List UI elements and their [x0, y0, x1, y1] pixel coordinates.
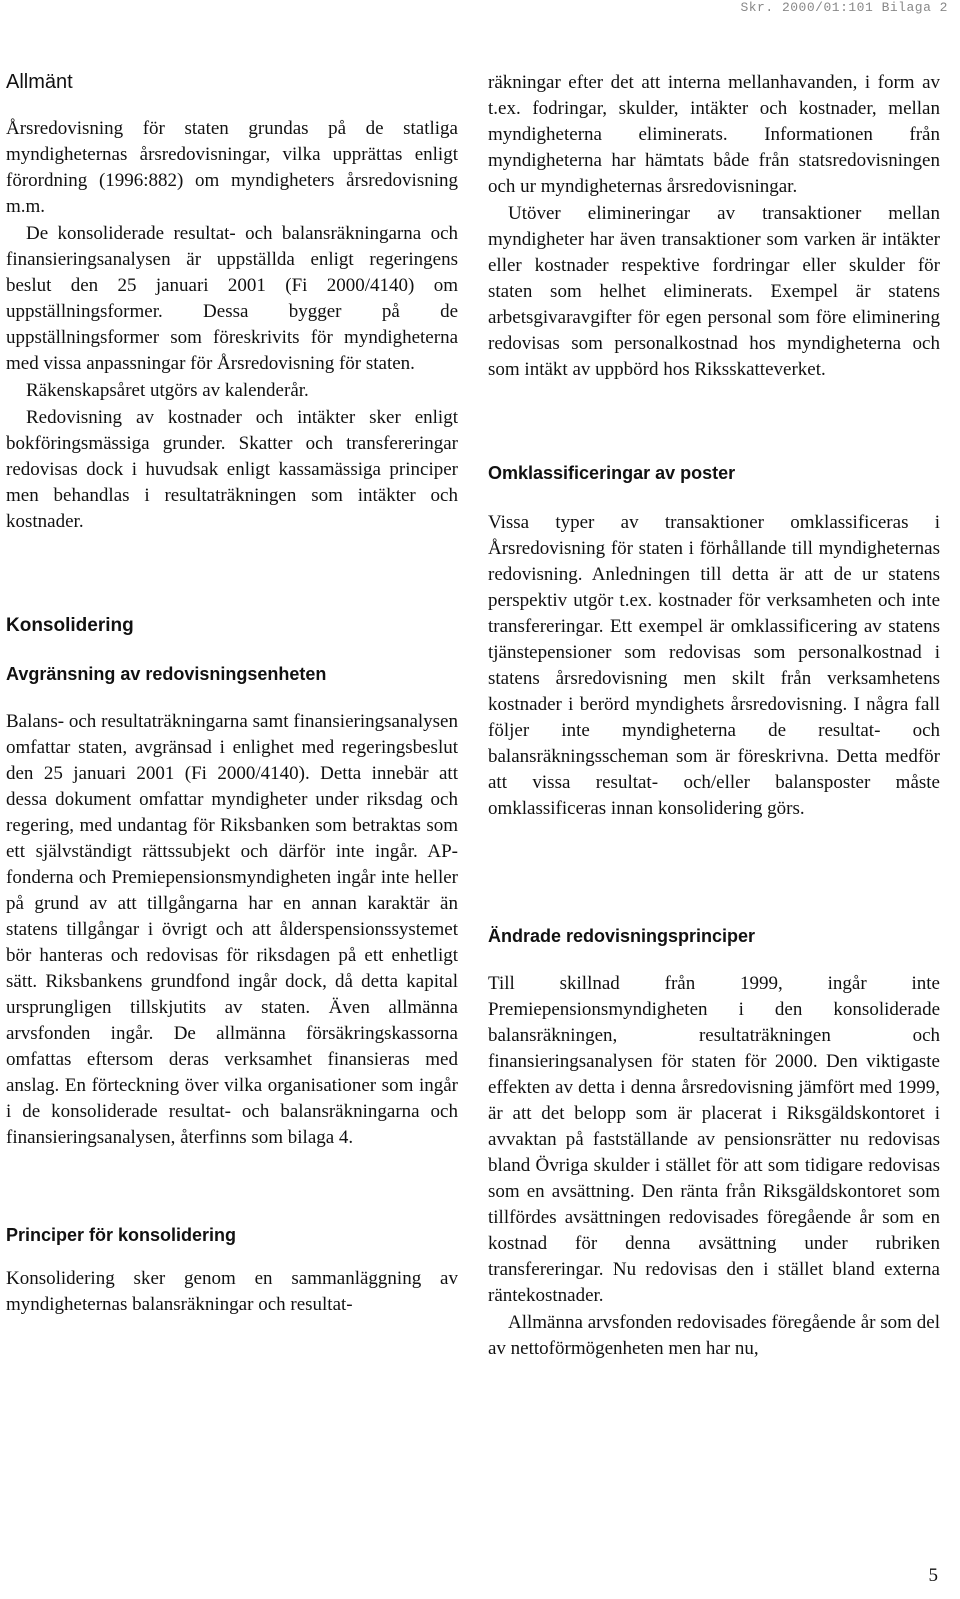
- paragraph: Utöver elimineringar av transaktioner mellan myndigheter har även transaktioner som varken är intäkter eller kostnader respektive fordringar eller skulder för staten som helhet eliminerats. Exempel är statens arbetsgivaravgifter för egen personal som före eliminering redovisas som personalkostnad hos myndigheterna och som intäkt av uppbörd hos Riksskatteverket.: [488, 203, 940, 380]
- left-column: [6, 68, 458, 1319]
- heading-andrade: Ändrade redovisningsprinciper: [488, 926, 756, 946]
- paragraph: De konsoliderade resultat- och balansräkningarna och finansieringsanalysen är uppställda enligt regeringens beslut den 25 januari 2001 (Fi 2000/4140) om uppställningsformer. Dessa bygger på de uppställningsformer som föreskrivits för myndigheterna med vissa anpassningar för Årsredovisning för staten.: [6, 223, 458, 374]
- paragraph: Räkenskapsåret utgörs av kalenderår.: [26, 380, 309, 401]
- paragraph: Allmänna arvsfonden redovisades föregående år som del av nettoförmögenheten men har nu,: [488, 1312, 940, 1359]
- paragraph: räkningar efter det att interna mellanhavanden, i form av t.ex. fodringar, skulder, intäkter och kostnader, mellan myndigheterna eliminerats. Informationen från myndigheterna har hämtats både från statsredovisningen och ur myndigheternas årsredovisningar.: [488, 72, 940, 197]
- heading-omklassificeringar: Omklassificeringar av poster: [488, 463, 736, 483]
- page-number: 5: [928, 1565, 938, 1586]
- running-header: Skr. 2000/01:101 Bilaga 2: [740, 0, 948, 15]
- paragraph: Till skillnad från 1999, ingår inte Premiepensionsmyndigheten i den konsoliderade balansräkningen, resultaträkningen och finansieringsanalysen för staten för 2000. Den viktigaste effekten av detta i denna årsredovisning jämfört med 1999, är att det belopp som är placerat i Riksgäldskontoret i avvaktan på fastställande av pensionsrätter nu redovisas bland Övriga skulder i stället för att som tidigare redovisas som en avsättning. Den ränta från Riksgäldskontoret som tillfördes avsättningen redovisades föregående år som en kostnad för denna avsättning under rubriken transfereringar. Nu redovisas den i stället bland externa räntekostnader.: [488, 973, 940, 1306]
- right-column: [488, 70, 940, 1363]
- heading-allmant: Allmänt: [6, 71, 73, 93]
- paragraph: Redovisning av kostnader och intäkter sker enligt bokföringsmässiga grunder. Skatter och transfereringar redovisas dock i huvudsak enligt kassamässiga principer men behandlas i resultaträkningen som intäkter och kostnader.: [6, 407, 458, 532]
- paragraph: Vissa typer av transaktioner omklassificeras i Årsredovisning för staten i förhållande till myndigheternas redovisning. Anledningen till detta är att de ur statens perspektiv utgör t.ex. kostnader för verksamheten och inte transfereringar. Ett exempel är omklassificering av statens tjänstepensioner som redovisas som personalkostnad i statens årsredovisning men skilt från verksamhetens kostnader i berörd myndighets årsredovisning. I några fall följer inte myndigheterna de resultat- och balansräkningsscheman som är föreskrivna. Detta medför att vissa resultat- och/eller balansposter måste omklassificeras innan konsolidering görs.: [488, 512, 940, 819]
- heading-konsolidering: Konsolidering: [6, 615, 134, 636]
- paragraph: Balans- och resultaträkningarna samt finansieringsanalysen omfattar staten, avgränsad i enlighet med regeringsbeslut den 25 januari 2001 (Fi 2000/4140). Detta innebär att dessa dokument omfattar myndigheter under riksdag och regering, med undantag för Riksbanken som betraktas som ett självständigt rättssubjekt och därför inte ingår. AP-fonderna och Premiepensionsmyndigheten ingår inte heller på grund av att tillgångarna har en annan karaktär än statens tillgångar i övrigt och att ålderspensionssystemet bör hanteras och redovisas för riksdagen på ett enhetligt sätt. Riksbankens grundfond ingår dock, då detta kapital ursprungligen tillskjutits av staten. Även allmänna arvsfonden ingår. De allmänna försäkringskassorna omfattas eftersom deras verksamhet finansieras med anslag. En förteckning över vilka organisationer som ingår i de konsoliderade resultat- och balansräkningarna och finansieringsanalysen, återfinns som bilaga 4.: [6, 711, 458, 1148]
- paragraph: Årsredovisning för staten grundas på de statliga myndigheternas årsredovisningar, vilka upprättas enligt förordning (1996:882) om myndigheters årsredovisning m.m.: [6, 118, 458, 217]
- paragraph: Konsolidering sker genom en sammanläggning av myndigheternas balansräkningar och resultat-: [6, 1268, 458, 1315]
- heading-principer: Principer för konsolidering: [6, 1225, 237, 1245]
- heading-avgransning: Avgränsning av redovisningsenheten: [6, 664, 327, 684]
